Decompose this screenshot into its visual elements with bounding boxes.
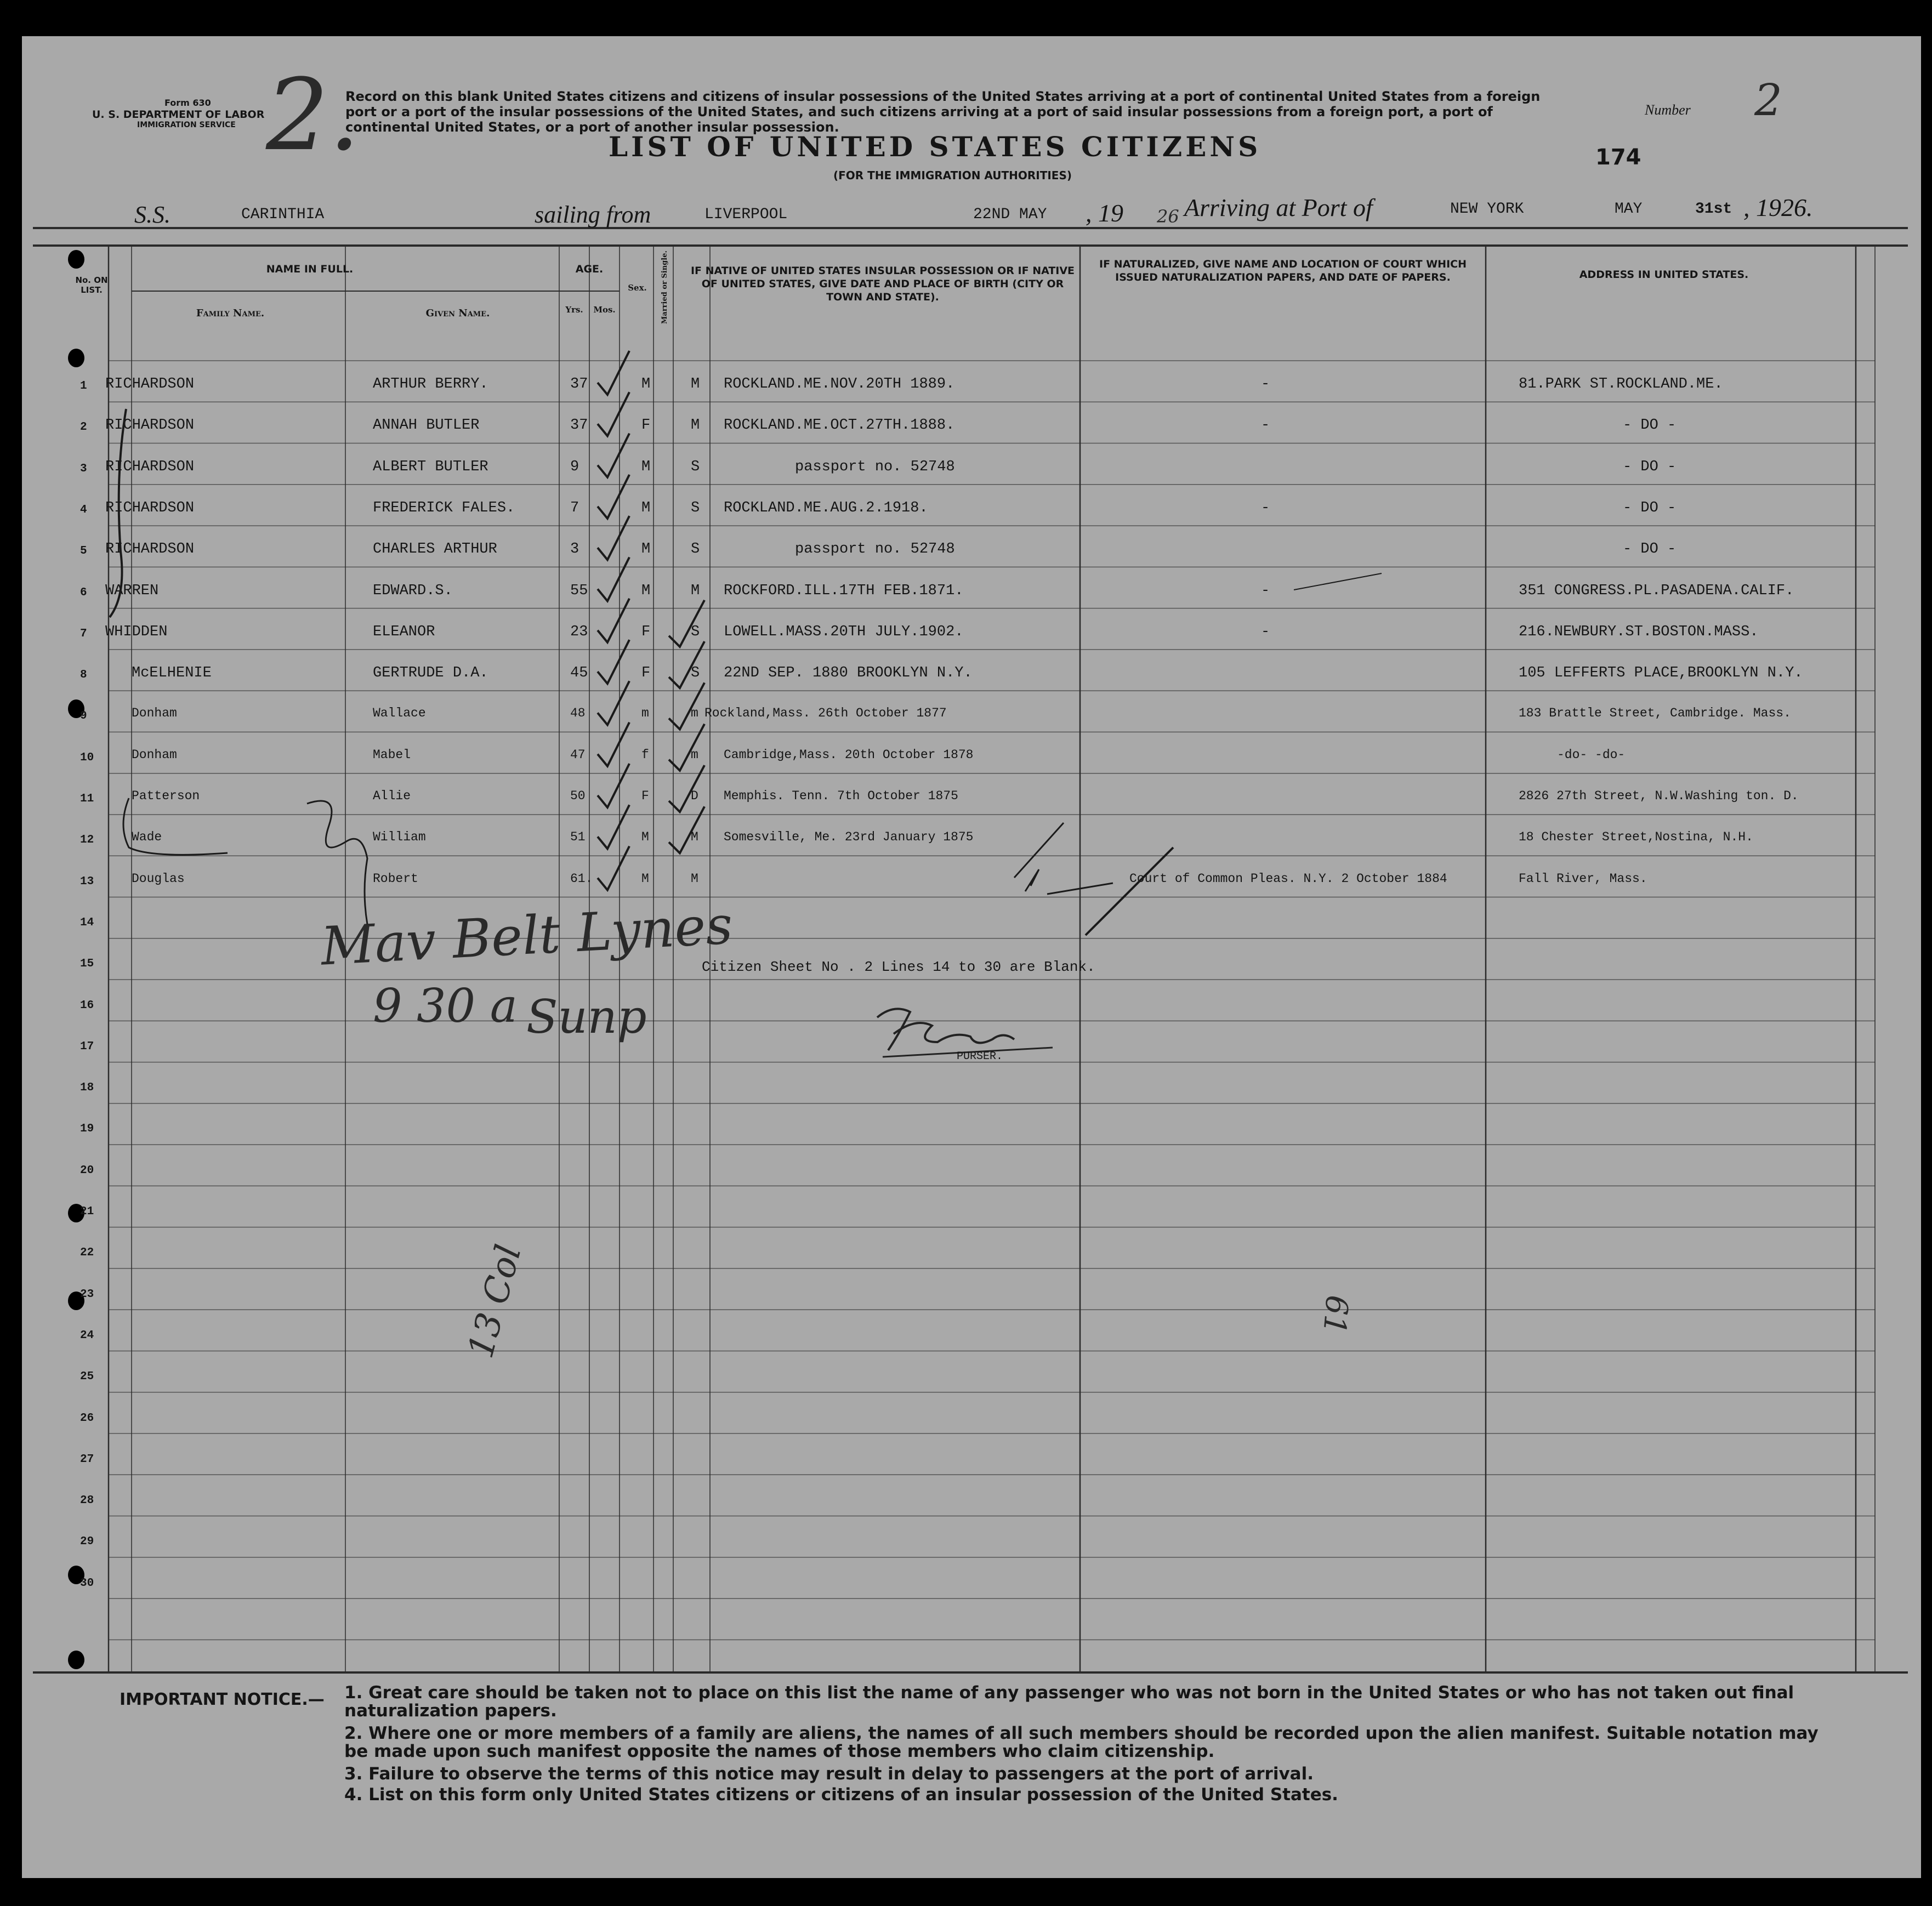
handwritten-stamp: 13 Col	[461, 1241, 530, 1363]
sex: M	[641, 582, 651, 599]
sex: M	[641, 871, 649, 886]
family-name: RICHARDSON	[105, 417, 195, 434]
notice-label: IMPORTANT NOTICE.—	[120, 1690, 325, 1709]
family-name: RICHARDSON	[105, 541, 195, 558]
given-name: ANNAH BUTLER	[373, 417, 480, 434]
header-mos: Mos.	[593, 305, 616, 315]
given-name: ELEANOR	[373, 623, 435, 640]
us-address: 18 Chester Street,Nostina, N.H.	[1519, 830, 1753, 845]
handwritten-note-line1: Mav Belt Lynes	[319, 894, 735, 977]
list-number-stamp: 174	[1595, 145, 1641, 170]
given-name: Robert	[373, 871, 418, 886]
us-address: 2826 27th Street, N.W.Washing ton. D.	[1519, 789, 1799, 803]
department-name: U. S. DEPARTMENT OF LABOR	[92, 109, 265, 121]
row-number: 3	[80, 462, 87, 475]
notice-item-4: 4. List on this form only United States citizens or citizens of an insular possession of the United States.	[344, 1785, 1338, 1805]
birth-place-date: ROCKLAND.ME.AUG.2.1918.	[724, 499, 928, 516]
naturalization: -	[1261, 417, 1270, 434]
naturalization: -	[1261, 623, 1270, 640]
row-number: 4	[80, 503, 87, 516]
age-years: 3	[570, 541, 579, 558]
marital-status: M	[691, 376, 700, 392]
year-prefix: , 19	[1086, 199, 1123, 227]
sex: M	[641, 499, 651, 516]
naturalization: -	[1261, 499, 1270, 516]
us-address: - DO -	[1623, 541, 1677, 558]
check-mark	[598, 805, 629, 849]
row-number: 6	[80, 586, 87, 599]
age-years: 51	[570, 830, 586, 845]
row-number: 28	[80, 1494, 94, 1507]
age-years: 50	[570, 789, 586, 803]
family-name: RICHARDSON	[105, 376, 195, 392]
family-name: WARREN	[105, 582, 159, 599]
row-number: 5	[80, 545, 87, 558]
row-number: 19	[80, 1123, 94, 1136]
arrival-day: 31st	[1695, 201, 1732, 218]
form-instructions: Record on this blank United States citizens and citizens of insular possessions of the United States arriving at a port of continental United States from a foreign port or a port of the insular possessions of the United States, and such citizens arriving at a port of said insular possessions from a foreign port, a port of continental United States, or a port of another insular possession.	[345, 89, 1541, 135]
ss-label: S.S.	[134, 201, 171, 228]
given-name: CHARLES ARTHUR	[373, 541, 497, 558]
bracket-stroke	[123, 798, 228, 855]
form-number: Form 630	[164, 98, 211, 108]
marital-status: S	[691, 499, 700, 516]
row-number: 9	[80, 710, 87, 723]
row-number: 25	[80, 1370, 94, 1384]
row-number: 27	[80, 1453, 94, 1466]
check-mark	[598, 722, 629, 766]
row-number: 20	[80, 1164, 94, 1177]
age-years: 55	[570, 582, 588, 599]
birth-place-date: Cambridge,Mass. 20th October 1878	[724, 747, 974, 762]
birth-place-date: ROCKLAND.ME.OCT.27TH.1888.	[724, 417, 955, 434]
row-number: 23	[80, 1288, 94, 1301]
row-number: 7	[80, 627, 87, 640]
row-number: 29	[80, 1535, 94, 1549]
ship-name: CARINTHIA	[241, 206, 325, 223]
service-name: IMMIGRATION SERVICE	[137, 121, 236, 129]
naturalization: -	[1261, 376, 1270, 392]
header-address: ADDRESS IN UNITED STATES.	[1579, 269, 1749, 281]
check-mark	[598, 764, 629, 807]
marital-status: D	[691, 789, 698, 803]
age-years: 48	[570, 706, 586, 721]
us-address: 105 LEFFERTS PLACE,BROOKLYN N.Y.	[1519, 665, 1803, 682]
family-name: Patterson	[132, 789, 200, 803]
notice-item-2: 2. Where one or more members of a family are aliens, the names of all such members should be recorded upon the alien manifest. Suitable notation may be made upon such manifest opposite the names of those members who claim citizenship.	[344, 1723, 1819, 1761]
row-number: 13	[80, 875, 94, 888]
marital-status: m	[691, 747, 698, 762]
row-number: 24	[80, 1329, 94, 1342]
year-suffix: 26	[1157, 206, 1179, 227]
row-number: 1	[80, 380, 87, 392]
given-name: EDWARD.S.	[373, 582, 453, 599]
birth-place-date: LOWELL.MASS.20TH JULY.1902.	[724, 623, 964, 640]
row-number: 18	[80, 1082, 94, 1095]
check-mark	[598, 516, 629, 560]
birth-place-date: passport no. 52748	[795, 458, 955, 475]
family-name: McELHENIE	[132, 665, 212, 682]
row-number: 21	[80, 1205, 94, 1218]
given-name: ARTHUR BERRY.	[373, 376, 488, 392]
bracket-stroke	[110, 409, 126, 617]
us-address: - DO -	[1623, 458, 1677, 475]
given-name: FREDERICK FALES.	[373, 499, 515, 516]
us-address: - DO -	[1623, 417, 1677, 434]
form-title: LIST OF UNITED STATES CITIZENS	[609, 130, 1262, 163]
us-address: -do- -do-	[1557, 747, 1626, 762]
header-married-single: Married or Single.	[661, 251, 669, 324]
us-address: - DO -	[1623, 499, 1677, 516]
handwritten-mark: 61	[1316, 1294, 1355, 1336]
sex: F	[641, 665, 651, 682]
family-name: Douglas	[132, 871, 185, 886]
age-years: 37	[570, 376, 588, 392]
marital-status: M	[691, 871, 698, 886]
check-mark	[669, 641, 704, 688]
age-years: 47	[570, 747, 586, 762]
age-years: 9	[570, 458, 579, 475]
row-number: 16	[80, 999, 94, 1012]
birth-place-date: 22ND SEP. 1880 BROOKLYN N.Y.	[724, 665, 973, 682]
handwritten-note-scrawl: Sunp	[526, 990, 647, 1044]
notice-item-1: 1. Great care should be taken not to place on this list the name of any passenger who was not born in the United States or who has not taken out final naturalization papers.	[344, 1683, 1794, 1721]
birth-place-date: ROCKFORD.ILL.17TH FEB.1871.	[724, 582, 964, 599]
sex: M	[641, 830, 649, 845]
family-name: Donham	[132, 747, 177, 762]
check-mark	[669, 724, 704, 771]
header-yrs: Yrs.	[565, 305, 583, 315]
header-name-in-full: NAME IN FULL.	[266, 263, 354, 275]
naturalization: Court of Common Pleas. N.Y. 2 October 1884	[1129, 871, 1447, 886]
arriving-label: Arriving at Port of	[1184, 194, 1373, 221]
pen-stroke	[1294, 573, 1382, 590]
header-birth: IF NATIVE OF UNITED STATES INSULAR POSSESSION OR IF NATIVE OF UNITED STATES, GIVE DATE AND PLACE OF BIRTH (CITY OR TOWN AND STATE).	[690, 265, 1075, 303]
birth-place-date: passport no. 52748	[795, 541, 955, 558]
check-mark	[598, 557, 629, 601]
check-mark	[598, 434, 629, 477]
sex: F	[641, 623, 651, 640]
header-sex: Sex.	[628, 283, 647, 293]
sex: F	[641, 417, 651, 434]
port-of-arrival: NEW YORK	[1450, 201, 1524, 218]
naturalization: -	[1261, 582, 1270, 599]
us-address: 183 Brattle Street, Cambridge. Mass.	[1519, 706, 1791, 721]
sailing-from-label: sailing from	[535, 201, 651, 228]
row-number: 30	[80, 1577, 94, 1590]
given-name: ALBERT BUTLER	[373, 458, 488, 475]
number-label: Number	[1645, 102, 1691, 118]
pen-stroke	[1025, 869, 1039, 891]
family-name: Wade	[132, 830, 162, 845]
check-mark	[598, 475, 629, 519]
sex: M	[641, 541, 651, 558]
family-name: Donham	[132, 706, 177, 721]
arrival-year: , 1926.	[1743, 194, 1813, 221]
header-given-name: Given Name.	[425, 308, 490, 319]
check-mark	[598, 681, 629, 725]
check-mark	[598, 846, 629, 890]
sex: F	[641, 789, 649, 803]
us-address: Fall River, Mass.	[1519, 871, 1647, 886]
check-mark	[598, 599, 629, 642]
marital-status: S	[691, 665, 700, 682]
row-number: 11	[80, 793, 94, 805]
check-mark	[669, 600, 704, 647]
family-name: RICHARDSON	[105, 458, 195, 475]
birth-place-date: Memphis. Tenn. 7th October 1875	[724, 789, 958, 803]
sex: M	[641, 376, 651, 392]
us-address: 81.PARK ST.ROCKLAND.ME.	[1519, 376, 1723, 392]
row-number: 12	[80, 834, 94, 847]
header-family-name: Family Name.	[196, 308, 265, 319]
check-mark	[669, 682, 704, 729]
family-name: RICHARDSON	[105, 499, 195, 516]
given-name: Allie	[373, 789, 411, 803]
row-number: 8	[80, 669, 87, 682]
given-name: William	[373, 830, 426, 845]
pen-stroke	[1047, 883, 1113, 894]
marital-status: m	[691, 706, 698, 721]
handwritten-note-line2: 9 30 a	[373, 979, 518, 1033]
check-marks	[22, 36, 1921, 1878]
age-years: 37	[570, 417, 588, 434]
given-name: Wallace	[373, 706, 426, 721]
manifest-sheet	[22, 36, 1921, 1878]
row-number: 14	[80, 916, 94, 929]
sex: m	[641, 706, 649, 721]
marital-status: S	[691, 623, 700, 640]
check-mark	[598, 351, 629, 395]
birth-place-date: ROCKLAND.ME.NOV.20TH 1889.	[724, 376, 955, 392]
number-value: 2	[1754, 75, 1782, 126]
given-name: Mabel	[373, 747, 411, 762]
check-mark	[669, 765, 704, 812]
sex: f	[641, 747, 649, 762]
pen-stroke	[1086, 847, 1173, 935]
marital-status: M	[691, 582, 700, 599]
port-of-departure: LIVERPOOL	[704, 206, 788, 223]
us-address: 216.NEWBURY.ST.BOSTON.MASS.	[1519, 623, 1759, 640]
marital-status: S	[691, 458, 700, 475]
check-mark	[598, 640, 629, 684]
notice-item-3: 3. Failure to observe the terms of this notice may result in delay to passengers at the port of arrival.	[344, 1764, 1314, 1784]
age-years: 61.	[570, 871, 593, 886]
marital-status: S	[691, 541, 700, 558]
age-years: 45	[570, 665, 588, 682]
header-naturalized: IF NATURALIZED, GIVE NAME AND LOCATION OF COURT WHICH ISSUED NATURALIZATION PAPERS, AND DATE OF PAPERS.	[1099, 258, 1467, 283]
check-mark	[598, 392, 629, 436]
given-name: GERTRUDE D.A.	[373, 665, 488, 682]
sex: M	[641, 458, 651, 475]
row-number: 2	[80, 421, 87, 434]
row-number: 22	[80, 1247, 94, 1260]
certification-text: Citizen Sheet No . 2 Lines 14 to 30 are Blank.	[702, 959, 1095, 975]
departure-date: 22ND MAY	[973, 206, 1047, 223]
arrival-month: MAY	[1615, 201, 1643, 218]
us-address: 351 CONGRESS.PL.PASADENA.CALIF.	[1519, 582, 1794, 599]
row-number: 10	[80, 751, 94, 764]
family-name: WHIDDEN	[105, 623, 168, 640]
row-number: 26	[80, 1412, 94, 1425]
check-mark	[669, 806, 704, 853]
header-age: AGE.	[575, 263, 604, 275]
marital-status: M	[691, 417, 700, 434]
form-subtitle: (FOR THE IMMIGRATION AUTHORITIES)	[833, 169, 1072, 182]
birth-place-date: Rockland,Mass. 26th October 1877	[704, 706, 947, 721]
row-number: 15	[80, 958, 94, 971]
bracket-stroke	[307, 801, 367, 924]
age-years: 7	[570, 499, 579, 516]
row-number: 17	[80, 1040, 94, 1053]
birth-place-date: Somesville, Me. 23rd January 1875	[724, 830, 974, 845]
header-no: No. ON LIST.	[75, 275, 108, 295]
age-years: 23	[570, 623, 588, 640]
purser-title: PURSER.	[957, 1050, 1003, 1063]
marital-status: M	[691, 830, 698, 845]
sheet-number-handwritten: 2.	[266, 58, 360, 173]
